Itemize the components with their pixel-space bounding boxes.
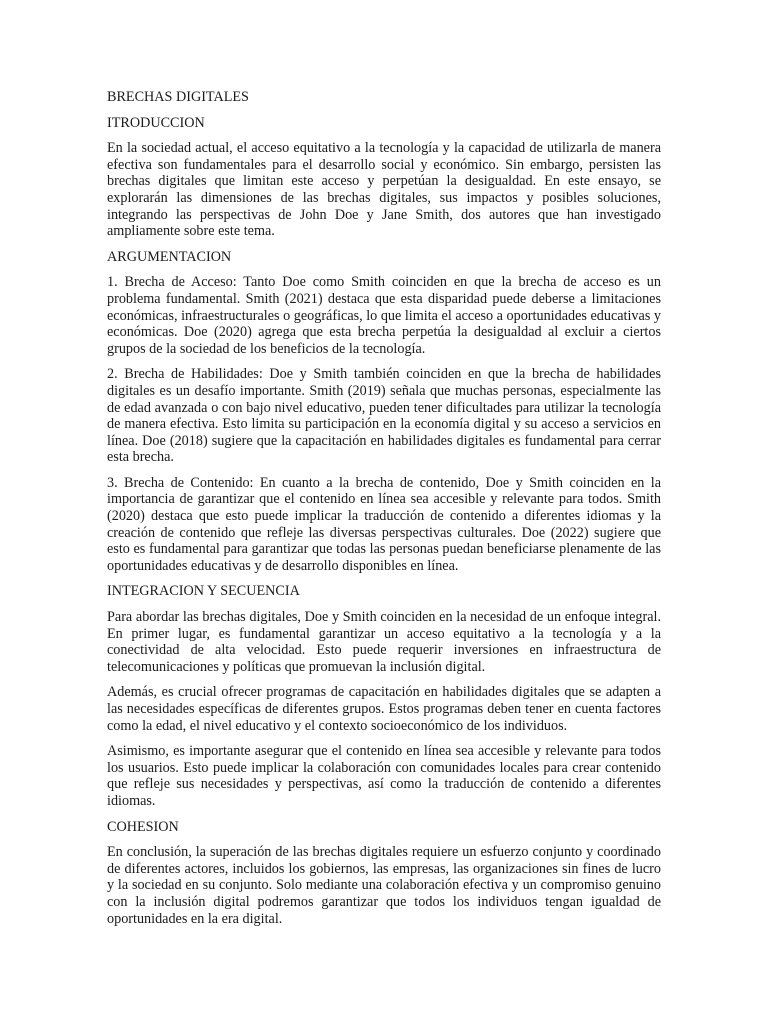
section-argumentacion xyxy=(107,249,661,575)
section-heading-argumentacion: ARGUMENTACION xyxy=(107,248,232,265)
section-heading-integracion: INTEGRACION Y SECUENCIA xyxy=(107,583,300,600)
section-heading-cohesion: COHESION xyxy=(107,818,179,835)
section-cohesion xyxy=(107,819,661,928)
section-integracion-y-secuencia xyxy=(107,583,661,809)
paragraph: Además, es crucial ofrecer programas de capacitación en habilidades digitales que se adapten a las necesidades específicas de diferentes grupos. Estos programas deben tener en cuenta factores como la edad, el nivel educativo y el contexto socioeconómico de los individuos. xyxy=(107,684,661,734)
document-title: BRECHAS DIGITALES xyxy=(107,89,249,105)
paragraph: En conclusión, la superación de las brechas digitales requiere un esfuerzo conjunto y coordinado de diferentes actores, incluidos los gobiernos, las empresas, las organizaciones sin fines de lucro y la sociedad en su conjunto. Solo mediante una colaboración efectiva y un compromiso genuino con la inclusión digital podremos garantizar que todos los individuos tengan igualdad de oportunidades en la era digital. xyxy=(107,844,661,927)
document-page xyxy=(107,89,661,936)
paragraph: 1. Brecha de Acceso: Tanto Doe como Smith coinciden en que la brecha de acceso es un problema fundamental. Smith (2021) destaca que esta disparidad puede deberse a limitaciones económicas, infraestructurales o geográficas, lo que limita el acceso a oportunidades educativas y económicas. Doe (2020) agrega que esta brecha perpetúa la desigualdad al excluir a ciertos grupos de la sociedad de los beneficios de la tecnología. xyxy=(107,274,661,357)
section-introduccion xyxy=(107,115,661,240)
section-heading-introduccion: ITRODUCCION xyxy=(107,114,205,131)
paragraph: Para abordar las brechas digitales, Doe y Smith coinciden en la necesidad de un enfoque integral. En primer lugar, es fundamental garantizar un acceso equitativo a la tecnología y a la conectividad de alta velocidad. Esto puede requerir inversiones en infraestructura de telecomunicaciones y políticas que promuevan la inclusión digital. xyxy=(107,609,661,675)
paragraph: 3. Brecha de Contenido: En cuanto a la brecha de contenido, Doe y Smith coinciden en la importancia de garantizar que el contenido en línea sea accesible y relevante para todos. Smith (2020) destaca que esto puede implicar la traducción de contenido a diferentes idiomas y la creación de contenido que refleje las diversas perspectivas culturales. Doe (2022) sugiere que esto es fundamental para garantizar que todas las personas puedan beneficiarse plenamente de las oportunidades educativas y de desarrollo disponibles en línea. xyxy=(107,474,661,574)
paragraph: En la sociedad actual, el acceso equitativo a la tecnología y la capacidad de utilizarla de manera efectiva son fundamentales para el desarrollo social y económico. Sin embargo, persisten las brechas digitales que limitan este acceso y perpetúan la desigualdad. En este ensayo, se explorarán las dimensiones de las brechas digitales, sus impactos y posibles soluciones, integrando las perspectivas de John Doe y Jane Smith, dos autores que han investigado ampliamente sobre este tema. xyxy=(107,140,661,240)
paragraph: 2. Brecha de Habilidades: Doe y Smith también coinciden en que la brecha de habilidades digitales es un desafío importante. Smith (2019) señala que muchas personas, especialmente las de edad avanzada o con bajo nivel educativo, pueden tener dificultades para utilizar la tecnología de manera efectiva. Esto limita su participación en la economía digital y su acceso a servicios en línea. Doe (2018) sugiere que la capacitación en habilidades digitales es fundamental para cerrar esta brecha. xyxy=(107,366,661,466)
paragraph: Asimismo, es importante asegurar que el contenido en línea sea accesible y relevante para todos los usuarios. Esto puede implicar la colaboración con comunidades locales para crear contenido que refleje sus necesidades y perspectivas, así como la traducción de contenido a diferentes idiomas. xyxy=(107,743,661,809)
